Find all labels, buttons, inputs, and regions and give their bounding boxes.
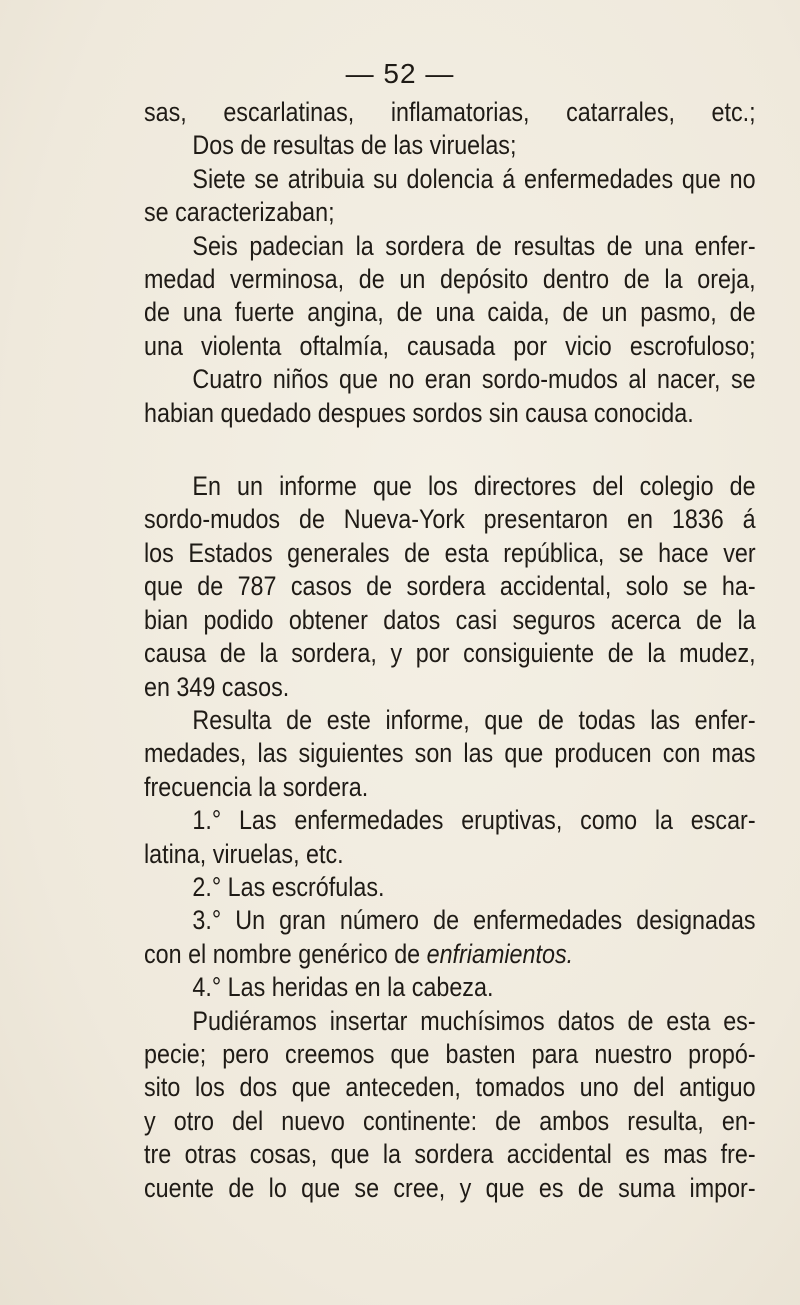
text-line: habian quedado despues sordos sin causa conocida. <box>144 397 694 428</box>
text-line: sito los dos que anteceden, tomados uno del antiguo <box>144 1072 756 1103</box>
text-line: sordo-mudos de Nueva-York presentaron en 1836 á <box>144 504 756 535</box>
text-line: medades, las siguientes son las que producen con mas <box>144 738 756 769</box>
paragraph-gap <box>144 430 683 470</box>
text-line: En un informe que los directores del colegio de <box>192 471 756 502</box>
text-line: Seis padecian la sordera de resultas de una enfer- <box>192 230 756 261</box>
page-number: — 52 — <box>345 58 455 89</box>
text-line: cuente de lo que se cree, y que es de suma impor- <box>144 1172 756 1203</box>
text-line: se caracterizaban; <box>144 197 335 228</box>
text-line: en 349 casos. <box>144 671 290 702</box>
list-item: 1.° Las enfermedades eruptivas, como la escar- <box>192 805 756 836</box>
text-line: una violenta oftalmía, causada por vicio escrofuloso; <box>144 330 756 361</box>
page-body-text <box>144 96 756 1205</box>
text-line: tre otras cosas, que la sordera accidental es mas fre- <box>144 1139 756 1170</box>
text-line: Dos de resultas de las viruelas; <box>192 130 517 161</box>
list-item: 2.° Las escrófulas. <box>192 871 385 902</box>
text-line: medad verminosa, de un depósito dentro de la oreja, <box>144 264 756 295</box>
list-item-text: con el nombre genérico de <box>144 938 427 969</box>
text-line: frecuencia la sordera. <box>144 771 369 802</box>
list-item: latina, viruelas, etc. <box>144 838 344 869</box>
text-line: Siete se atribuia su dolencia á enfermedades que no <box>192 163 756 194</box>
text-line: bian podido obtener datos casi seguros acerca de la <box>144 604 756 635</box>
text-line: causa de la sordera, y por consiguiente de la mudez, <box>144 638 756 669</box>
text-line: Pudiéramos insertar muchísimos datos de esta es- <box>192 1005 756 1036</box>
italic-term: enfriamientos. <box>426 938 574 969</box>
list-item: 3.° Un gran número de enfermedades designadas <box>192 905 756 936</box>
text-line: que de 787 casos de sordera accidental, solo se ha- <box>144 571 756 602</box>
text-line: sas, escarlatinas, inflamatorias, catarrales, etc.; <box>144 97 756 127</box>
text-line: los Estados generales de esta república, se hace ver <box>144 537 756 568</box>
text-line: Resulta de este informe, que de todas las enfer- <box>192 704 756 735</box>
text-line: y otro del nuevo continente: de ambos resulta, en- <box>144 1105 756 1136</box>
text-line: de una fuerte angina, de una caida, de un pasmo, de <box>144 297 756 328</box>
list-item <box>144 938 756 971</box>
list-item: 4.° Las heridas en la cabeza. <box>192 972 494 1003</box>
text-line: pecie; pero creemos que basten para nuestro propó- <box>144 1038 756 1069</box>
text-line: Cuatro niños que no eran sordo-mudos al nacer, se <box>192 364 756 395</box>
